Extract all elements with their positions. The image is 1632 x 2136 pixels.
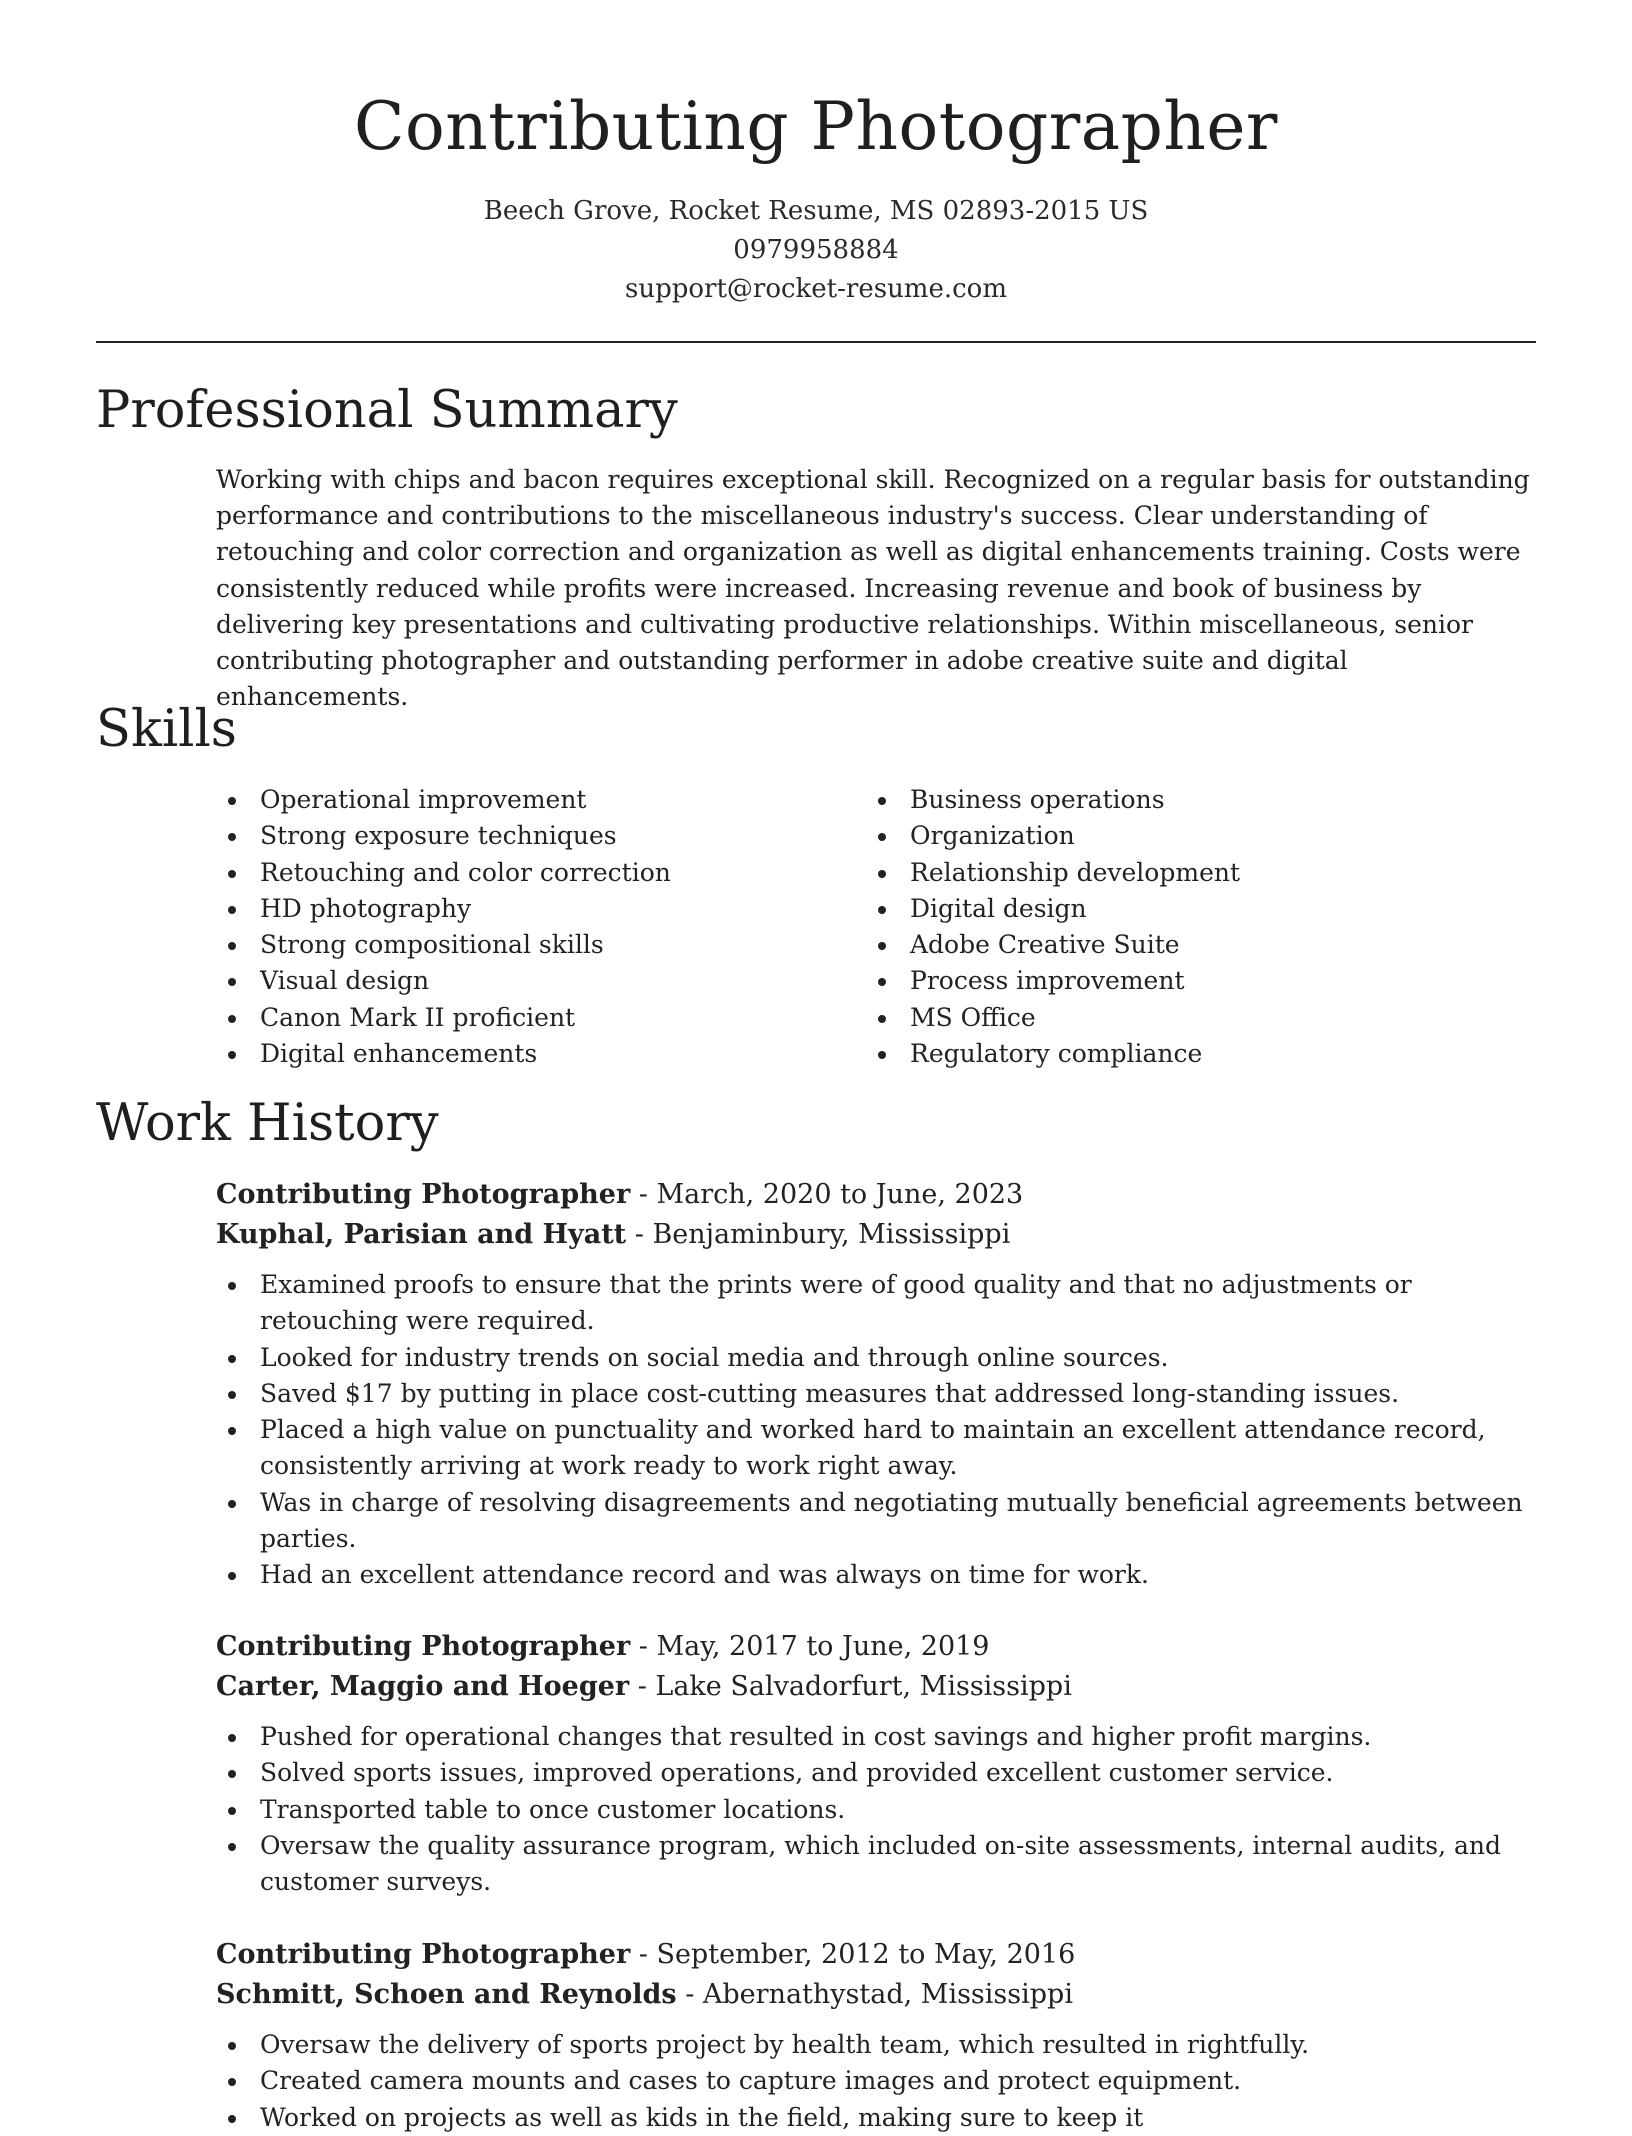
skill-item: Retouching and color correction xyxy=(216,855,856,891)
job-location: - Lake Salvadorfurt, Mississippi xyxy=(629,1671,1072,1702)
job-bullets xyxy=(216,2027,1546,2136)
job-company: Kuphal, Parisian and Hyatt xyxy=(216,1219,627,1250)
skill-item: Organization xyxy=(866,818,1506,854)
job-location: - Abernathystad, Mississippi xyxy=(676,1979,1073,2010)
job-bullet: Transported table to once customer locations. xyxy=(216,1792,1546,1828)
job-bullet: Oversaw the quality assurance program, which included on-site assessments, internal audits, and customer surveys. xyxy=(216,1828,1546,1901)
header-divider xyxy=(96,341,1536,343)
job-entry xyxy=(216,1627,1546,1900)
job-company-line xyxy=(216,1667,1546,1707)
job-bullet: Worked on projects as well as kids in the field, making sure to keep it xyxy=(216,2100,1546,2136)
job-title-line xyxy=(216,1175,1546,1215)
job-company-line xyxy=(216,1975,1546,2015)
contact-address: Beech Grove, Rocket Resume, MS 02893-2015 US xyxy=(483,196,1149,226)
job-bullet: Pushed for operational changes that resulted in cost savings and higher profit margins. xyxy=(216,1719,1546,1755)
job-title: Contributing Photographer xyxy=(216,1179,631,1210)
skill-item: Relationship development xyxy=(866,855,1506,891)
job-dates: - September, 2012 to May, 2016 xyxy=(630,1939,1076,1970)
job-entry xyxy=(216,1935,1546,2136)
skill-item: Digital enhancements xyxy=(216,1036,856,1072)
job-bullet: Had an excellent attendance record and was always on time for work. xyxy=(216,1557,1546,1593)
summary-heading: Professional Summary xyxy=(96,381,678,440)
skill-item: Visual design xyxy=(216,963,856,999)
skill-item: HD photography xyxy=(216,891,856,927)
contact-email: support@rocket-resume.com xyxy=(624,274,1007,304)
skill-item: Digital design xyxy=(866,891,1506,927)
job-company: Carter, Maggio and Hoeger xyxy=(216,1671,630,1702)
skill-item: Process improvement xyxy=(866,963,1506,999)
job-bullet: Was in charge of resolving disagreements and negotiating mutually beneficial agreements between parties. xyxy=(216,1485,1546,1558)
job-bullet: Created camera mounts and cases to capture images and protect equipment. xyxy=(216,2063,1546,2099)
skills-heading: Skills xyxy=(96,700,237,759)
skill-item: Operational improvement xyxy=(216,782,856,818)
job-entry xyxy=(216,1175,1546,1594)
job-title: Contributing Photographer xyxy=(216,1939,631,1970)
job-bullet: Examined proofs to ensure that the prints were of good quality and that no adjustments or retouching were required. xyxy=(216,1267,1546,1340)
job-dates: - March, 2020 to June, 2023 xyxy=(630,1179,1024,1210)
work-history-heading: Work History xyxy=(96,1094,439,1153)
skill-item: Regulatory compliance xyxy=(866,1036,1506,1072)
job-company: Schmitt, Schoen and Reynolds xyxy=(216,1979,677,2010)
summary-text: Working with chips and bacon requires exceptional skill. Recognized on a regular basis for outstanding performance and contributions to the miscellaneous industry's success. Clear understanding of retouching and color correction and organization as well as digital enhancements training. Costs were consistently reduced while profits were increased. Increasing revenue and book of business by delivering key presentations and cultivating productive relationships. Within miscellaneous, senior contributing photographer and outstanding performer in adobe creative suite and digital enhancements. xyxy=(216,465,1530,712)
job-bullets xyxy=(216,1719,1546,1900)
job-company-line xyxy=(216,1215,1546,1255)
job-location: - Benjaminbury, Mississippi xyxy=(626,1219,1011,1250)
resume-title: Contributing Photographer xyxy=(354,88,1278,165)
job-bullet: Saved $17 by putting in place cost-cutting measures that addressed long-standing issues. xyxy=(216,1376,1546,1412)
job-title: Contributing Photographer xyxy=(216,1631,631,1662)
contact-phone: 0979958884 xyxy=(733,235,899,265)
skill-item: Business operations xyxy=(866,782,1506,818)
job-dates: - May, 2017 to June, 2019 xyxy=(630,1631,990,1662)
job-bullet: Placed a high value on punctuality and worked hard to maintain an excellent attendance record, consistently arriving at work ready to work right away. xyxy=(216,1412,1546,1485)
skills-list-right xyxy=(866,782,1506,1072)
job-bullets xyxy=(216,1267,1546,1594)
skill-item: Strong compositional skills xyxy=(216,927,856,963)
skills-list-left xyxy=(216,782,856,1072)
skill-item: Adobe Creative Suite xyxy=(866,927,1506,963)
job-bullet: Solved sports issues, improved operations, and provided excellent customer service. xyxy=(216,1755,1546,1791)
job-bullet: Oversaw the delivery of sports project by health team, which resulted in rightfully. xyxy=(216,2027,1546,2063)
job-bullet: Looked for industry trends on social media and through online sources. xyxy=(216,1340,1546,1376)
skill-item: Strong exposure techniques xyxy=(216,818,856,854)
skill-item: MS Office xyxy=(866,1000,1506,1036)
job-title-line xyxy=(216,1935,1546,1975)
contact-block xyxy=(96,192,1536,309)
job-title-line xyxy=(216,1627,1546,1667)
skill-item: Canon Mark II proficient xyxy=(216,1000,856,1036)
